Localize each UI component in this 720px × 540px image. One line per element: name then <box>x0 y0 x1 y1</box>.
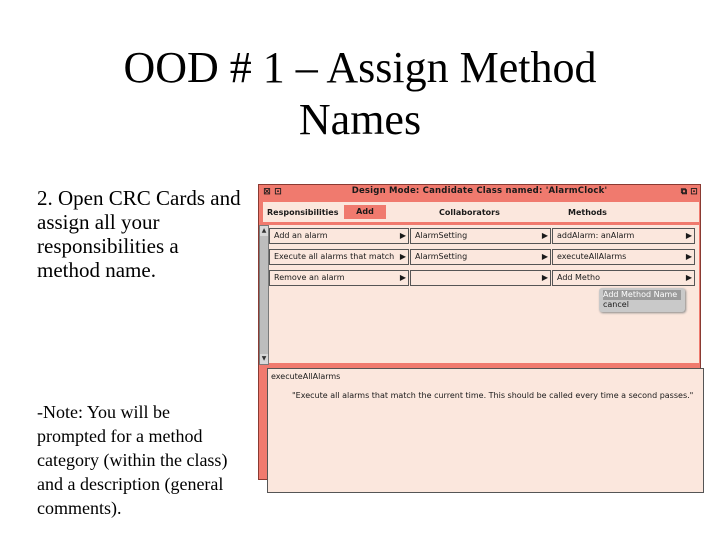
collaborators-header: Collaborators <box>439 208 500 217</box>
description-text: "Execute all alarms that match the current time. This should be called every time a second passes." <box>292 391 694 400</box>
arrow-right-icon[interactable]: ▶ <box>399 252 406 261</box>
responsibility-cell[interactable] <box>269 249 409 265</box>
collaborator-text: AlarmSetting <box>415 231 468 240</box>
method-text: executeAllAlarms <box>557 252 627 261</box>
arrow-right-icon[interactable]: ▶ <box>685 231 692 240</box>
collapse-icon[interactable]: ⊡ <box>274 187 282 197</box>
arrow-right-icon[interactable]: ▶ <box>399 231 406 240</box>
responsibility-cell[interactable] <box>269 228 409 244</box>
collaborator-cell[interactable] <box>410 228 551 244</box>
method-cell[interactable] <box>552 228 695 244</box>
window-title: Design Mode: Candidate Class named: 'AlarmClock' <box>351 186 608 196</box>
responsibility-cell[interactable] <box>269 270 409 286</box>
method-text: addAlarm: anAlarm <box>557 231 635 240</box>
arrow-right-icon[interactable]: ▶ <box>685 273 692 282</box>
method-popup-menu <box>599 288 685 312</box>
column-header-row <box>263 202 699 222</box>
collaborator-cell[interactable] <box>410 249 551 265</box>
method-description-pane[interactable] <box>267 368 704 493</box>
crc-panel <box>263 202 696 533</box>
table-row <box>269 249 699 267</box>
description-method-name: executeAllAlarms <box>271 372 341 381</box>
collaborator-cell[interactable] <box>410 270 551 286</box>
add-button[interactable]: Add <box>344 205 386 219</box>
method-text: Add Metho <box>557 273 600 282</box>
crc-card-window <box>258 184 701 480</box>
methods-header: Methods <box>568 208 607 217</box>
close-icon[interactable]: ⊠ <box>263 187 271 197</box>
arrow-right-icon[interactable]: ▶ <box>685 252 692 261</box>
collaborator-text: AlarmSetting <box>415 252 468 261</box>
table-row <box>269 270 699 288</box>
bullet-point: 2. Open CRC Cards and assign all your responsibilities a method name. <box>37 186 241 282</box>
arrow-right-icon[interactable]: ▶ <box>541 231 548 240</box>
cancel-menu-item[interactable]: cancel <box>603 300 629 309</box>
vertical-scrollbar[interactable] <box>259 225 269 365</box>
window-titlebar[interactable] <box>259 185 700 200</box>
arrow-right-icon[interactable]: ▶ <box>399 273 406 282</box>
method-cell[interactable] <box>552 249 695 265</box>
expand-icon[interactable]: ⧉ <box>680 187 688 197</box>
method-cell[interactable] <box>552 270 695 286</box>
scroll-up-arrow-icon[interactable]: ▲ <box>261 227 267 234</box>
responsibilities-header: Responsibilities <box>267 208 339 217</box>
arrow-right-icon[interactable]: ▶ <box>541 273 548 282</box>
responsibility-text: Add an alarm <box>274 231 328 240</box>
table-row <box>269 228 699 246</box>
arrow-right-icon[interactable]: ▶ <box>541 252 548 261</box>
responsibility-text: Remove an alarm <box>274 273 345 282</box>
responsibility-text: Execute all alarms that match <box>274 252 395 261</box>
add-method-name-menu-item[interactable]: Add Method Name <box>603 290 681 300</box>
menu-icon[interactable]: ⊡ <box>690 187 698 197</box>
note-text: -Note: You will be prompted for a method category (within the class) and a description (general comments). <box>37 402 228 518</box>
slide-title: OOD # 1 – Assign Method Names <box>123 43 597 144</box>
scroll-down-arrow-icon[interactable]: ▼ <box>261 355 267 362</box>
